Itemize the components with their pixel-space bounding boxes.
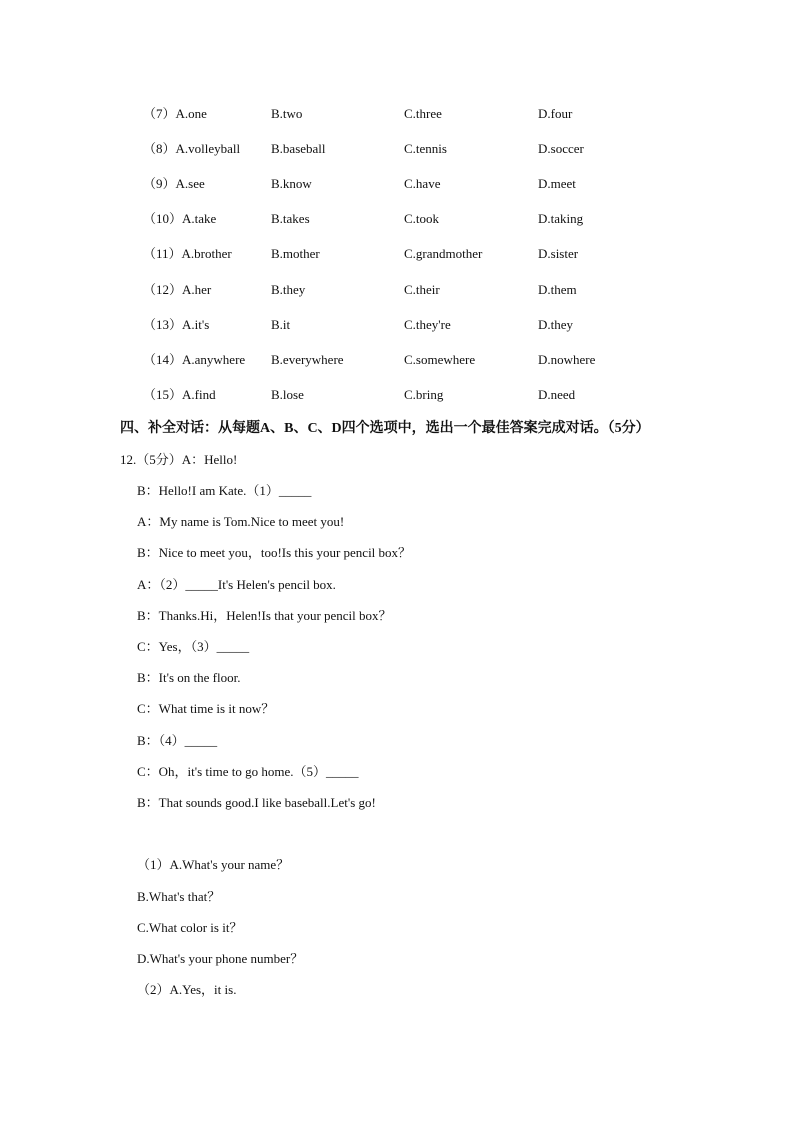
option-c: C.took: [404, 211, 440, 226]
option-b: B.two: [271, 106, 303, 121]
dialogue-line: B：Hello!I am Kate.（1）_____: [137, 483, 312, 498]
dialogue-line: B：It's on the floor.: [137, 670, 241, 685]
option-c: C.three: [404, 106, 442, 121]
dialogue-line: B：Nice to meet you，too!Is this your pencil box？: [137, 545, 412, 560]
option-b: B.they: [271, 282, 306, 297]
dialogue-line: B：（4）_____: [137, 733, 218, 748]
dialogue-line: C：Oh，it's time to go home.（5）_____: [137, 764, 359, 779]
answer-option: （1）A.What's your name？: [137, 857, 290, 872]
option-c: C.somewhere: [404, 352, 476, 367]
answer-option: B.What's that？: [137, 889, 221, 904]
option-b: B.mother: [271, 246, 320, 261]
dialogue-line: B：Thanks.Hi，Helen!Is that your pencil box？: [137, 608, 392, 623]
option-a: （10）A.take: [143, 211, 217, 226]
option-c: C.have: [404, 176, 441, 191]
option-b: B.everywhere: [271, 352, 344, 367]
option-d: D.nowhere: [538, 352, 596, 367]
option-d: D.taking: [538, 211, 584, 226]
option-d: D.meet: [538, 176, 576, 191]
dialogue-line: A：My name is Tom.Nice to meet you!: [137, 514, 345, 529]
option-b: B.know: [271, 176, 312, 191]
option-d: D.sister: [538, 246, 579, 261]
option-d: D.they: [538, 317, 574, 332]
dialogue-line: C：Yes，（3）_____: [137, 639, 250, 654]
option-c: C.bring: [404, 387, 444, 402]
option-d: D.soccer: [538, 141, 584, 156]
option-b: B.baseball: [271, 141, 326, 156]
option-a: （15）A.find: [143, 387, 216, 402]
answer-option: （2）A.Yes，it is.: [137, 982, 237, 997]
option-c: C.grandmother: [404, 246, 483, 261]
section-heading: 四、补全对话：从每题A、B、C、D四个选项中，选出一个最佳答案完成对话。（5分）: [120, 421, 650, 436]
dialogue-line: B：That sounds good.I like baseball.Let's go!: [137, 795, 376, 810]
option-c: C.their: [404, 282, 440, 297]
question-intro: 12.（5分）A：Hello!: [120, 452, 238, 467]
option-d: D.need: [538, 387, 576, 402]
option-a: （8）A.volleyball: [143, 141, 241, 156]
answer-option: C.What color is it？: [137, 920, 243, 935]
option-d: D.four: [538, 106, 573, 121]
option-d: D.them: [538, 282, 577, 297]
option-a: （12）A.her: [143, 282, 212, 297]
option-b: B.it: [271, 317, 291, 332]
dialogue-line: C：What time is it now？: [137, 701, 275, 716]
option-a: （13）A.it's: [143, 317, 210, 332]
option-b: B.lose: [271, 387, 304, 402]
dialogue-line: A：（2）_____It's Helen's pencil box.: [137, 577, 336, 592]
option-b: B.takes: [271, 211, 310, 226]
option-c: C.they're: [404, 317, 451, 332]
option-a: （11）A.brother: [143, 246, 232, 261]
option-a: （9）A.see: [143, 176, 205, 191]
option-c: C.tennis: [404, 141, 447, 156]
answer-option: D.What's your phone number？: [137, 951, 304, 966]
option-a: （14）A.anywhere: [143, 352, 246, 367]
option-a: （7）A.one: [143, 106, 207, 121]
